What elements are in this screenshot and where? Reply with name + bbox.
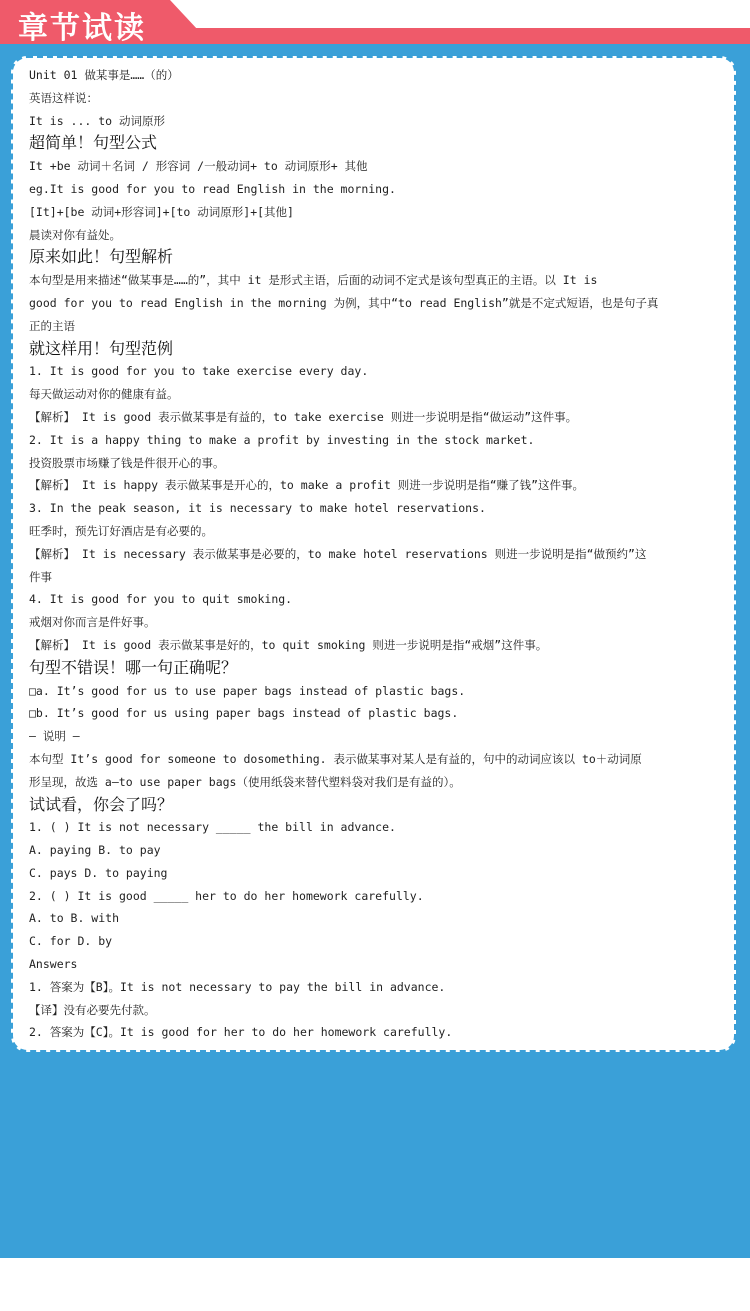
- text-line: 【解析】 It is necessary 表示做某事是必要的，to make hotel reservations 则进一步说明是指“做预约”这: [29, 546, 647, 561]
- text-line: 投资股票市场赚了钱是件很开心的事。: [29, 455, 225, 470]
- text-line: □b. It’s good for us using paper bags instead of plastic bags.: [29, 706, 459, 721]
- text-line: 3. In the peak season, it is necessary to make hotel reservations.: [29, 501, 486, 516]
- text-line: 1. 答案为【B】。It is not necessary to pay the bill in advance.: [29, 979, 446, 994]
- text-line: 1. ( ) It is not necessary _____ the bill in advance.: [29, 820, 396, 835]
- text-line: [It]+[be 动词+形容词]+[to 动词原形]+[其他]: [29, 204, 294, 219]
- text-line: 1. It is good for you to take exercise every day.: [29, 364, 369, 379]
- text-line: Answers: [29, 957, 78, 972]
- text-line: □a. It’s good for us to use paper bags instead of plastic bags.: [29, 683, 466, 698]
- text-line: 形呈现，故选 a—to use paper bags（使用纸袋来替代塑料袋对我们是有益的）。: [29, 774, 461, 789]
- text-line: It is ... to 动词原形: [29, 113, 166, 128]
- bottom-strip: [0, 1258, 750, 1311]
- section-heading: 句型不错误！哪一句正确呢？: [29, 657, 238, 677]
- section-heading: 试试看，你会了吗？: [29, 794, 174, 814]
- text-line: 2. ( ) It is good _____ her to do her homework carefully.: [29, 888, 424, 903]
- text-line: 本句型 It’s good for someone to dosomething. 表示做某事对某人是有益的，句中的动词应该以 to＋动词原: [29, 751, 642, 766]
- text-line: 英语这样说：: [29, 90, 98, 105]
- chapter-text: [29, 64, 719, 1044]
- text-line: 【解析】 It is good 表示做某事是好的，to quit smoking 则进一步说明是指“戒烟”这件事。: [29, 637, 548, 652]
- text-line: 4. It is good for you to quit smoking.: [29, 592, 293, 607]
- text-line: good for you to read English in the morning 为例，其中“to read English”就是不定式短语，也是句子真: [29, 295, 659, 310]
- header-title: 章节试读: [18, 11, 146, 46]
- text-line: 戒烟对你而言是件好事。: [29, 615, 156, 630]
- header-bar: [0, 0, 750, 44]
- text-line: 正的主语: [29, 318, 75, 333]
- text-line: C. pays D. to paying: [29, 865, 168, 880]
- text-line: 晨读对你有益处。: [29, 227, 121, 242]
- text-line: 2. 答案为【C】。It is good for her to do her homework carefully.: [29, 1025, 453, 1040]
- text-line: 【译】没有必要先付款。: [29, 1002, 156, 1017]
- text-line: 【解析】 It is good 表示做某事是有益的，to take exercise 则进一步说明是指“做运动”这件事。: [29, 409, 578, 424]
- section-heading: 原来如此！句型解析: [29, 247, 174, 267]
- section-heading: 就这样用！句型范例: [29, 338, 174, 358]
- text-line: 件事: [29, 569, 52, 584]
- text-line: 【解析】 It is happy 表示做某事是开心的，to make a profit 则进一步说明是指“赚了钱”这件事。: [29, 478, 585, 493]
- text-line: 每天做运动对你的健康有益。: [29, 387, 179, 402]
- text-line: C. for D. by: [29, 934, 113, 949]
- text-line: — 说明 —: [29, 729, 80, 744]
- text-line: Unit 01 做某事是……（的）: [29, 68, 179, 82]
- text-line: eg.It is good for you to read English in the morning.: [29, 181, 396, 196]
- section-heading: 超简单！句型公式: [29, 133, 158, 153]
- text-line: It +be 动词＋名词 / 形容词 /一般动词+ to 动词原形+ 其他: [29, 159, 368, 174]
- text-line: 本句型是用来描述“做某事是……的”，其中 it 是形式主语，后面的动词不定式是该句型真正的主语。以 It is: [29, 273, 598, 288]
- text-line: A. paying B. to pay: [29, 843, 161, 858]
- text-line: 2. It is a happy thing to make a profit by investing in the stock market.: [29, 432, 535, 447]
- text-line: A. to B. with: [29, 911, 120, 926]
- text-line: 旺季时，预先订好酒店是有必要的。: [29, 523, 213, 538]
